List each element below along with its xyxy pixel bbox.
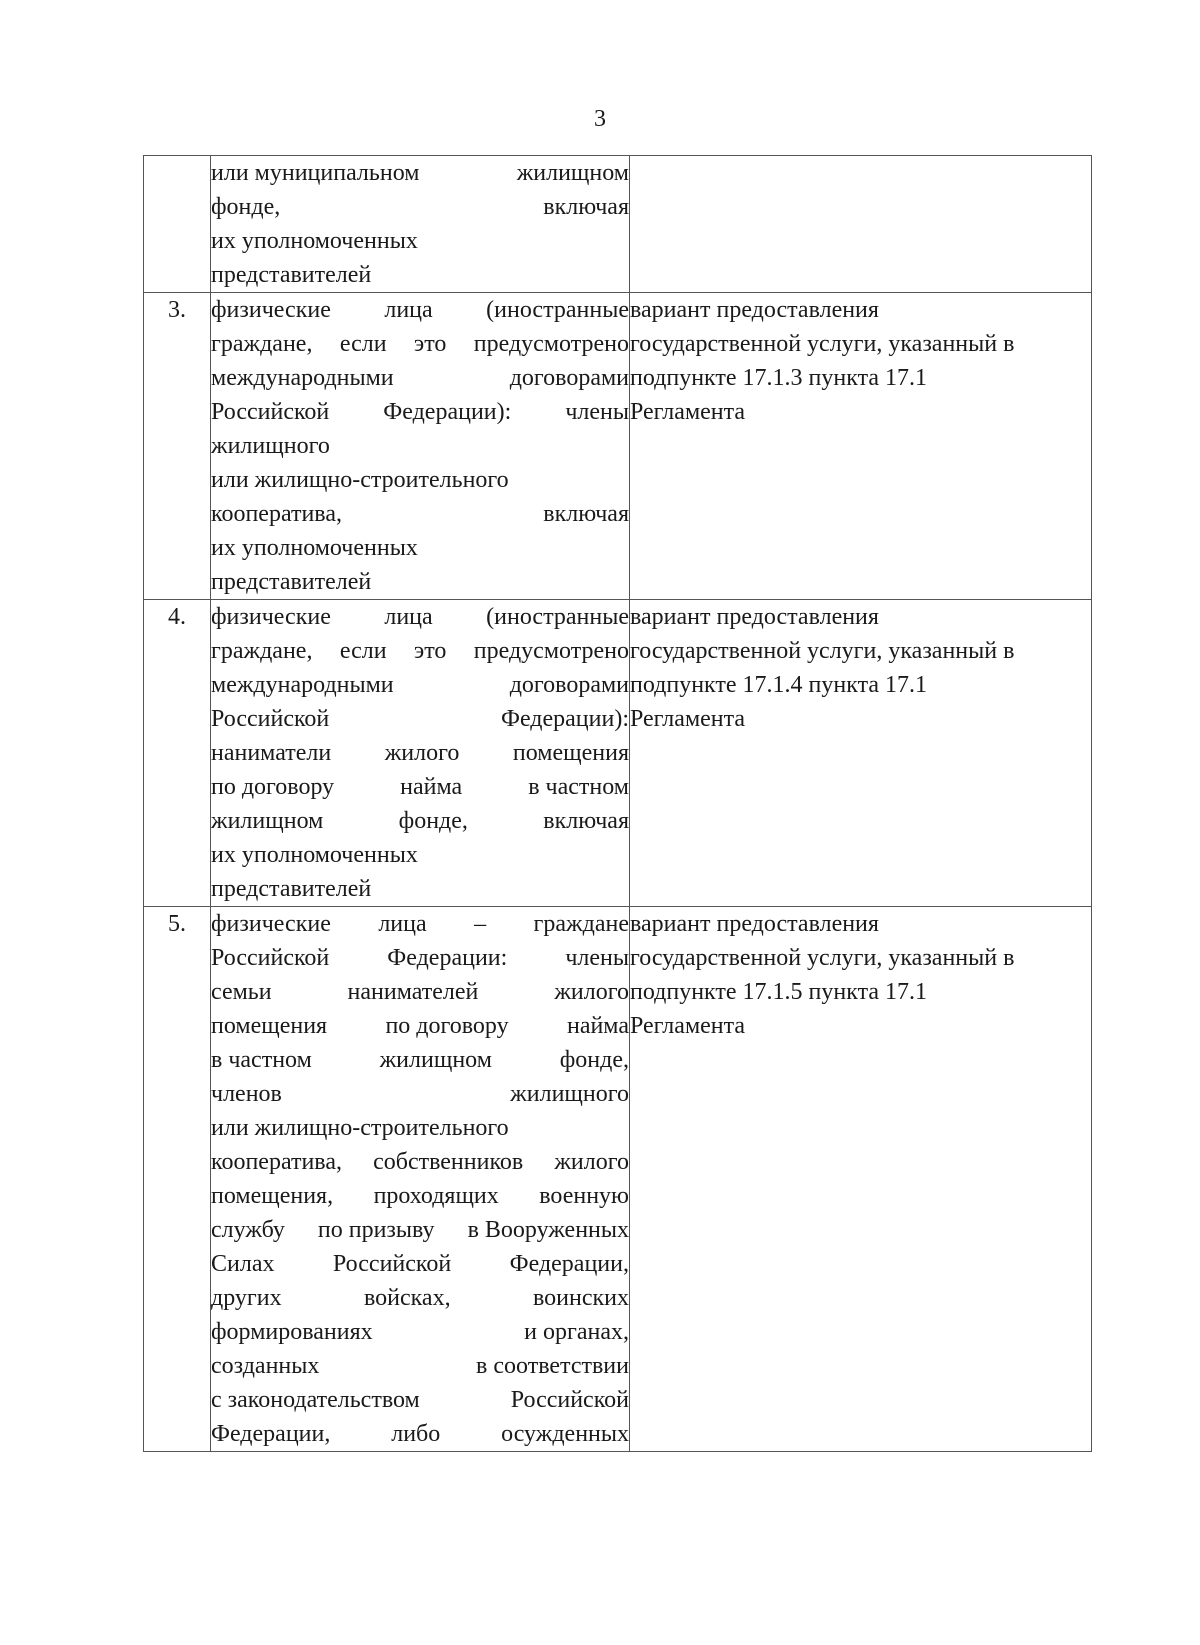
description-line — [211, 1009, 629, 1043]
row-number: 5. — [144, 907, 211, 1452]
description-line — [211, 1349, 629, 1383]
service-variant — [630, 156, 1092, 293]
description-line — [211, 1281, 629, 1315]
applicants-table — [143, 155, 1092, 1452]
service-variant — [630, 907, 1092, 1452]
description-line — [211, 1043, 629, 1077]
description-line — [211, 975, 629, 1009]
variant-line: государственной услуги, указанный в — [630, 638, 1015, 664]
word: члены — [565, 945, 629, 971]
applicant-description — [211, 600, 630, 907]
word: жилого — [554, 979, 629, 1005]
word: Российской — [211, 399, 330, 425]
word: по договору — [385, 1013, 509, 1039]
word: члены — [565, 399, 629, 425]
description-line — [211, 600, 629, 634]
word: службу — [211, 1217, 285, 1243]
word: включая — [543, 808, 629, 834]
service-variant — [630, 293, 1092, 600]
description-line — [211, 497, 629, 531]
word: Силах — [211, 1251, 275, 1277]
word: фонде, — [559, 1047, 629, 1073]
variant-line: вариант предоставления — [630, 297, 879, 323]
word: Российской — [211, 706, 330, 732]
word: воинских — [532, 1285, 629, 1311]
word: лица — [378, 911, 427, 937]
word: нанимателей — [347, 979, 479, 1005]
description-line — [211, 1179, 629, 1213]
word: найма — [400, 774, 463, 800]
word: (иностранные — [486, 297, 629, 323]
variant-line: вариант предоставления — [630, 911, 879, 937]
word: граждане, — [211, 331, 313, 357]
description-line — [211, 702, 629, 736]
word: найма — [566, 1013, 629, 1039]
word: Российской — [332, 1251, 452, 1277]
word: формированиях — [211, 1319, 373, 1345]
word: предусмотрено — [473, 638, 629, 664]
word: международными — [211, 672, 394, 698]
page-number: 3 — [594, 106, 606, 132]
variant-line: Регламента — [630, 399, 746, 425]
description-line: их уполномоченных — [211, 535, 418, 561]
description-line — [211, 293, 629, 327]
word: (иностранные — [486, 604, 629, 630]
table-row — [144, 907, 1092, 1452]
description-line — [211, 941, 629, 975]
description-line: представителей — [211, 876, 372, 902]
word: если — [339, 331, 387, 357]
word: либо — [391, 1421, 441, 1447]
description-line — [211, 395, 629, 429]
word: это — [413, 638, 447, 664]
description-line — [211, 1213, 629, 1247]
word: проходящих — [373, 1183, 499, 1209]
word: помещения, — [211, 1183, 334, 1209]
word: граждане, — [211, 638, 313, 664]
row-number: 3. — [144, 293, 211, 600]
word: членов — [211, 1081, 282, 1107]
word: Российской — [211, 945, 330, 971]
word: жилищном — [379, 1047, 492, 1073]
description-line — [211, 804, 629, 838]
word: кооператива, — [211, 1149, 342, 1175]
description-line: представителей — [211, 262, 372, 288]
word: и органах, — [524, 1319, 629, 1345]
word: в Вооруженных — [467, 1217, 629, 1243]
description-line — [211, 1247, 629, 1281]
description-line — [211, 736, 629, 770]
word: по договору — [211, 774, 335, 800]
word: Российской — [510, 1387, 629, 1413]
word: жилищном — [211, 808, 324, 834]
word: включая — [543, 501, 629, 527]
description-line: представителей — [211, 569, 372, 595]
description-line — [211, 770, 629, 804]
word: в частном — [211, 1047, 312, 1073]
word: физические — [211, 297, 331, 323]
word: фонде, — [398, 808, 468, 834]
service-variant — [630, 600, 1092, 907]
description-line — [211, 1077, 629, 1111]
table-row — [144, 293, 1092, 600]
word: жилищного — [510, 1081, 629, 1107]
variant-line: подпункте 17.1.4 пункта 17.1 — [630, 672, 927, 698]
word: включая — [543, 194, 629, 220]
description-line — [211, 156, 629, 190]
description-line: жилищного — [211, 433, 330, 459]
table-row — [144, 156, 1092, 293]
description-line: или жилищно-строительного — [211, 1115, 509, 1141]
word: в соответствии — [476, 1353, 629, 1379]
word: Федерации): — [383, 399, 512, 425]
variant-line: государственной услуги, указанный в — [630, 945, 1015, 971]
variant-line: Регламента — [630, 1013, 746, 1039]
description-line — [211, 361, 629, 395]
word: по призыву — [317, 1217, 435, 1243]
word: договорами — [509, 365, 629, 391]
variant-line: государственной услуги, указанный в — [630, 331, 1015, 357]
word: семьи — [211, 979, 272, 1005]
description-line — [211, 1315, 629, 1349]
word: Федерации, — [509, 1251, 629, 1277]
applicant-description — [211, 293, 630, 600]
word: созданных — [211, 1353, 320, 1379]
word: международными — [211, 365, 394, 391]
word: предусмотрено — [473, 331, 629, 357]
word: физические — [211, 604, 331, 630]
word: с законодательством — [211, 1387, 420, 1413]
word: помещения — [211, 1013, 328, 1039]
row-number: 4. — [144, 600, 211, 907]
variant-line: Регламента — [630, 706, 746, 732]
word: войсках, — [363, 1285, 451, 1311]
word: или муниципальном — [211, 160, 420, 186]
description-line — [211, 668, 629, 702]
description-line — [211, 1145, 629, 1179]
word: жилого — [554, 1149, 629, 1175]
description-line — [211, 327, 629, 361]
word: жилищном — [516, 160, 629, 186]
row-number — [144, 156, 211, 293]
word: – — [474, 911, 487, 937]
applicant-description — [211, 156, 630, 293]
description-line: их уполномоченных — [211, 842, 418, 868]
word: жилого — [384, 740, 460, 766]
table-body — [144, 156, 1092, 1452]
word: военную — [539, 1183, 629, 1209]
word: кооператива, — [211, 501, 342, 527]
word: собственников — [373, 1149, 524, 1175]
description-line: или жилищно-строительного — [211, 467, 509, 493]
applicant-description — [211, 907, 630, 1452]
variant-line: подпункте 17.1.5 пункта 17.1 — [630, 979, 927, 1005]
word: это — [413, 331, 447, 357]
variant-line: вариант предоставления — [630, 604, 879, 630]
word: граждане — [533, 911, 629, 937]
word: лица — [384, 297, 433, 323]
description-line — [211, 1417, 629, 1451]
word: в частном — [528, 774, 629, 800]
description-line — [211, 907, 629, 941]
description-line — [211, 190, 629, 224]
word: договорами — [509, 672, 629, 698]
word: осужденных — [501, 1421, 629, 1447]
word: наниматели — [211, 740, 332, 766]
word: лица — [384, 604, 433, 630]
word: если — [339, 638, 387, 664]
word: физические — [211, 911, 331, 937]
description-line — [211, 1383, 629, 1417]
word: Федерации: — [387, 945, 508, 971]
word: Федерации): — [500, 706, 629, 732]
word: фонде, — [211, 194, 281, 220]
variant-line: подпункте 17.1.3 пункта 17.1 — [630, 365, 927, 391]
description-line: их уполномоченных — [211, 228, 418, 254]
word: Федерации, — [211, 1421, 331, 1447]
word: других — [211, 1285, 282, 1311]
description-line — [211, 634, 629, 668]
word: помещения — [512, 740, 629, 766]
table-row — [144, 600, 1092, 907]
